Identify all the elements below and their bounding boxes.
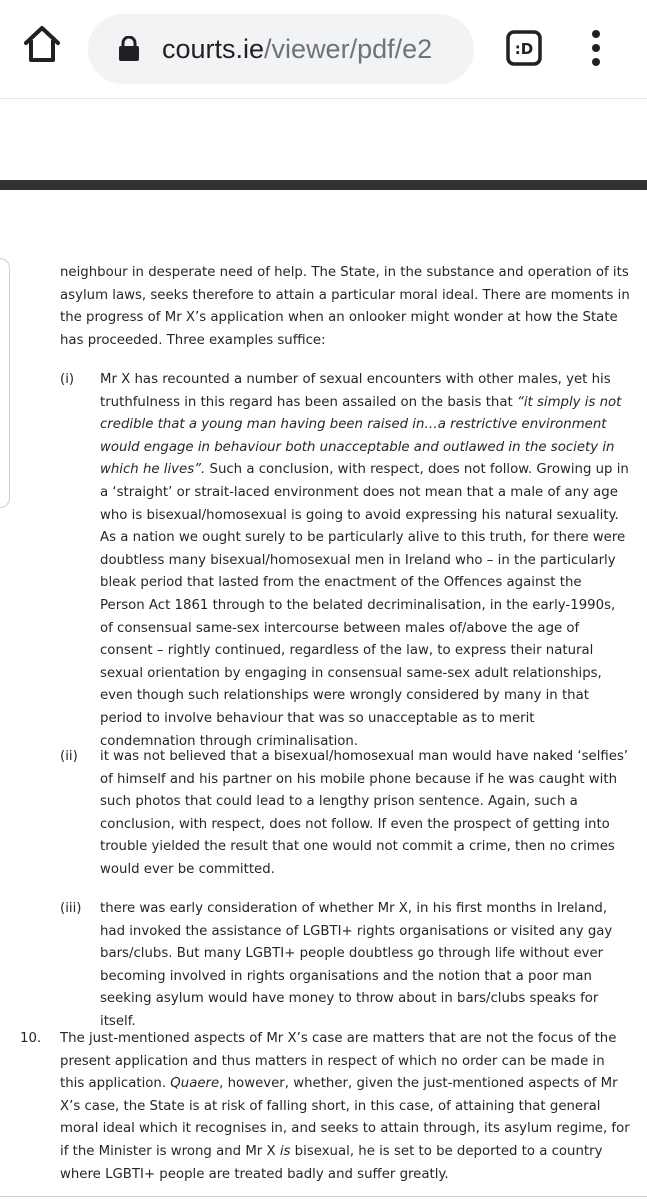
more-options-icon[interactable] (582, 28, 610, 68)
page-divider (0, 1196, 647, 1197)
intro-paragraph: neighbour in desperate need of help. The State, in the substance and operation of its asylum laws, seeks therefore to attain a particular moral ideal. There are moments in the progress of Mr X’s application when an onlooker might wonder at how the State has proceeded. Three examples suffice: (60, 265, 630, 348)
item-text-segment: Such a conclusion, with respect, does not follow. Growing up in a ‘straight’ or strait-laced environment does not mean that a male of any age who is bisexual/homosexual is going to avoid expressing his natural sexuality. As a nation we ought surely to be particularly alive to this truth, for there were doubtless many bisexual/homosexual men in Ireland who – in the particularly bleak period that lasted from the enactment of the Offences against the Person Act 1861 through to the belated decriminalisation, in the early-1990s, of consensual same-sex intercourse between males of/above the age of consent – rightly continued, regardless of the law, to express their natural sexual orientation by engaging in consensual same-sex adult relationships, even though such relationships were wrongly considered by many in that period to involve behaviour that was so unacceptable as to merit condemnation through criminalisation. (100, 462, 629, 749)
browser-toolbar (0, 0, 647, 99)
paragraph-text-segment: bisexual, he is set to be deported to a country where LGBTI+ people are treated badly and suffer greatly. (60, 1143, 603, 1182)
page-scroll-indicator[interactable] (0, 258, 10, 508)
paragraph-text-segment: The just-mentioned aspects of Mr X’s case are matters that are not the focus of the present application and thus matters in respect of which no order can be made in this application. (60, 1031, 617, 1092)
item-number: (iii) (60, 901, 82, 916)
item-number: (i) (60, 372, 75, 387)
item-number: (ii) (60, 749, 78, 764)
item-text-segment: Mr X has recounted a number of sexual encounters with other males, yet his truthfulness in this regard has been assailed on the basis that (100, 372, 611, 410)
url-domain: courts.ie (162, 34, 265, 64)
url-path: /viewer/pdf/e2 (264, 34, 433, 64)
italic-word: Quaere (170, 1076, 220, 1092)
home-icon[interactable] (20, 22, 64, 66)
item-quote: “it simply is not credible that a young man having been raised in…a restrictive environment would engage in behaviour both unacceptable and outlawed in the society in which he lives”. (100, 394, 622, 478)
paragraph-number: 10. (20, 1031, 42, 1046)
item-text (100, 369, 630, 753)
italic-word: is (279, 1143, 291, 1159)
item-text: it was not believed that a bisexual/homosexual man would have naked ‘selfies’ of himself and his partner on his mobile phone because if he was caught with such photos that could lead to a lengthy prison sentence. Again, such a conclusion, with respect, does not follow. If even the prospect of getting into trouble yielded the result that one would not commit a crime, then no crimes would ever be committed. (100, 749, 629, 877)
pdf-viewer-toolbar (0, 180, 647, 190)
lock-icon (118, 36, 140, 62)
tab-switcher-button[interactable] (506, 30, 542, 66)
tab-switcher-label: :D (514, 40, 534, 58)
url-text[interactable] (162, 33, 432, 65)
paragraph-text-segment: , however, whether, given the just-mentioned aspects of Mr X’s case, the State is at risk of falling short, in this case, of attaining that general moral ideal which it recognises in, and seeks to attain through, its asylum regime, for if the Minister is wrong and Mr X (60, 1076, 630, 1159)
address-bar[interactable] (88, 14, 474, 84)
paragraph-text (60, 1028, 630, 1186)
item-text: there was early consideration of whether Mr X, in his first months in Ireland, had invoked the assistance of LGBTI+ rights organisations or visited any gay bars/clubs. But many LGBTI+ people doubtless go through life without ever becoming involved in rights organisations and the notion that a poor man seeking asylum would have money to throw about in bars/clubs speaks for itself. (100, 901, 613, 1029)
